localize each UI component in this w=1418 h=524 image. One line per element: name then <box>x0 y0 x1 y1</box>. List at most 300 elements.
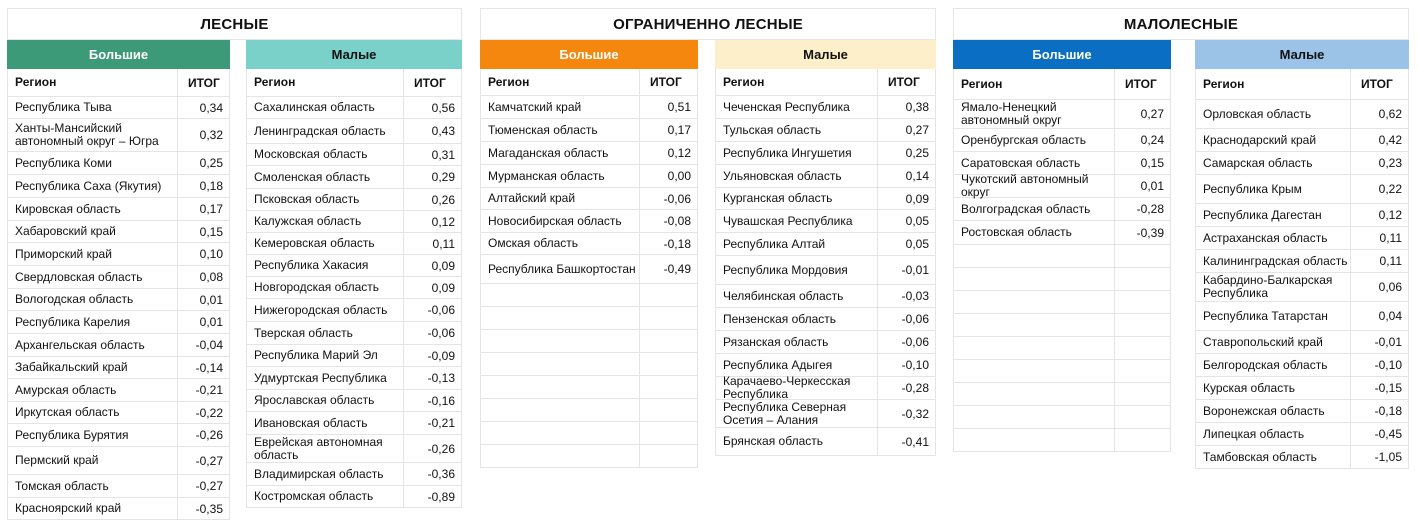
table-row <box>953 291 1171 314</box>
region-cell: Республика Алтай <box>715 233 878 255</box>
region-cell <box>953 337 1115 359</box>
region-cell: Астраханская область <box>1195 227 1351 249</box>
table-row <box>480 210 698 233</box>
panel-title: МАЛОЛЕСНЫЕ <box>953 8 1409 40</box>
total-cell <box>1115 360 1171 382</box>
region-cell <box>480 307 640 329</box>
total-cell <box>1115 383 1171 405</box>
table-row <box>953 172 1171 199</box>
region-cell: Орловская область <box>1195 100 1351 128</box>
table-row <box>246 367 462 390</box>
table-row <box>953 383 1171 406</box>
table-row <box>1195 250 1409 273</box>
table-row <box>1195 227 1409 250</box>
table-row <box>715 374 936 401</box>
region-cell: Республика Крым <box>1195 175 1351 203</box>
region-cell: Архангельская область <box>7 334 178 356</box>
region-cell: Ульяновская область <box>715 165 878 187</box>
region-cell: Псковская область <box>246 189 404 210</box>
total-cell: -0,15 <box>1351 377 1409 399</box>
total-cell: 0,09 <box>404 255 462 276</box>
total-cell <box>1115 337 1171 359</box>
total-cell: 0,15 <box>1115 152 1171 174</box>
region-cell: Кемеровская область <box>246 233 404 254</box>
column-header-region: Регион <box>480 69 640 95</box>
total-cell: 0,38 <box>878 96 936 118</box>
region-cell: Ивановская область <box>246 412 404 434</box>
total-cell: 0,05 <box>878 210 936 232</box>
region-cell: Республика Адыгея <box>715 354 878 376</box>
table-row <box>7 424 230 447</box>
table-row <box>715 210 936 233</box>
region-cell: Ямало-Ненецкий автономный округ <box>953 100 1115 128</box>
total-cell: 0,18 <box>178 175 230 197</box>
table-row <box>7 198 230 221</box>
total-cell: -0,01 <box>878 256 936 284</box>
table-row <box>953 337 1171 360</box>
total-cell: -0,14 <box>178 357 230 378</box>
region-cell <box>953 360 1115 382</box>
region-cell: Республика Дагестан <box>1195 204 1351 226</box>
region-cell: Хабаровский край <box>7 221 178 242</box>
total-cell: 0,01 <box>178 289 230 310</box>
table-row <box>953 360 1171 383</box>
total-cell <box>1115 268 1171 290</box>
region-cell: Волгоградская область <box>953 198 1115 220</box>
region-cell: Смоленская область <box>246 166 404 188</box>
table-row <box>715 428 936 456</box>
region-cell: Карачаево-Черкесская Республика <box>715 377 878 399</box>
table-row <box>246 166 462 189</box>
total-cell: -0,06 <box>404 299 462 321</box>
region-cell: Тульская область <box>715 119 878 141</box>
total-cell: -0,16 <box>404 390 462 411</box>
region-cell: Кировская область <box>7 198 178 220</box>
column-header-region: Регион <box>1195 69 1351 99</box>
total-cell: 0,26 <box>404 189 462 210</box>
total-cell: 0,32 <box>178 119 230 151</box>
table-row <box>7 498 230 520</box>
total-cell: -0,27 <box>178 447 230 474</box>
total-cell: 0,25 <box>178 152 230 174</box>
table-large <box>480 40 698 468</box>
table-row <box>1195 152 1409 175</box>
table-row <box>715 331 936 354</box>
total-cell: 0,11 <box>404 233 462 254</box>
total-cell: -0,03 <box>878 285 936 307</box>
table-row <box>7 289 230 311</box>
total-cell: -0,04 <box>178 334 230 356</box>
table-row <box>1195 446 1409 469</box>
table-row <box>1195 423 1409 446</box>
group-header: Малые <box>246 40 462 69</box>
table-row <box>246 233 462 255</box>
table-small <box>1195 40 1409 469</box>
total-cell: 0,01 <box>1115 175 1171 197</box>
total-cell: 0,11 <box>1351 250 1409 272</box>
table-row <box>953 406 1171 429</box>
table-row <box>953 100 1171 129</box>
total-cell: 0,17 <box>640 119 698 141</box>
table-row <box>246 345 462 367</box>
column-header-region: Регион <box>7 69 178 96</box>
table-row <box>953 221 1171 245</box>
column-header-row <box>480 69 698 96</box>
total-cell: 0,31 <box>404 144 462 165</box>
table-row <box>1195 354 1409 377</box>
region-cell <box>480 330 640 352</box>
region-cell: Чукотский автономный округ <box>953 175 1115 197</box>
region-cell: Оренбургская область <box>953 129 1115 151</box>
total-cell <box>1115 314 1171 336</box>
column-header-total: ИТОГ <box>178 69 230 96</box>
column-header-total: ИТОГ <box>404 69 462 96</box>
region-cell <box>480 353 640 375</box>
region-cell: Вологодская область <box>7 289 178 310</box>
panel-forest <box>7 8 462 516</box>
column-header-row <box>715 69 936 96</box>
group-header: Большие <box>480 40 698 69</box>
region-cell: Республика Ингушетия <box>715 142 878 164</box>
total-cell: -0,45 <box>1351 423 1409 445</box>
region-cell: Республика Бурятия <box>7 424 178 446</box>
table-row <box>715 308 936 331</box>
region-cell: Свердловская область <box>7 266 178 288</box>
table-row <box>953 268 1171 291</box>
table-row <box>715 256 936 285</box>
total-cell: 0,10 <box>178 243 230 265</box>
total-cell: 0,11 <box>1351 227 1409 249</box>
total-cell: -0,06 <box>878 308 936 330</box>
total-cell: 0,12 <box>640 142 698 164</box>
column-header-region: Регион <box>715 69 878 95</box>
region-cell: Магаданская область <box>480 142 640 164</box>
table-row <box>1195 331 1409 354</box>
table-row <box>1195 204 1409 227</box>
total-cell: 0,05 <box>878 233 936 255</box>
table-row <box>715 233 936 256</box>
table-row <box>246 322 462 345</box>
total-cell: 0,14 <box>878 165 936 187</box>
table-row <box>480 96 698 119</box>
table-row <box>1195 100 1409 129</box>
table-row <box>480 255 698 284</box>
table-row <box>7 243 230 266</box>
group-header: Большие <box>7 40 230 69</box>
total-cell <box>640 422 698 444</box>
group-header: Малые <box>1195 40 1409 69</box>
total-cell: 0,24 <box>1115 129 1171 151</box>
region-cell: Республика Мордовия <box>715 256 878 284</box>
total-cell: 0,27 <box>1115 100 1171 128</box>
total-cell: -0,35 <box>178 498 230 519</box>
table-small <box>246 40 462 508</box>
region-cell: Новосибирская область <box>480 210 640 232</box>
region-cell: Сахалинская область <box>246 97 404 118</box>
table-row <box>480 119 698 142</box>
total-cell <box>1115 291 1171 313</box>
table-row <box>480 142 698 165</box>
table-row <box>480 353 698 376</box>
table-row <box>7 357 230 379</box>
table-row <box>246 412 462 435</box>
table-row <box>246 486 462 508</box>
region-cell: Камчатский край <box>480 96 640 118</box>
total-cell <box>640 376 698 398</box>
region-cell: Республика Северная Осетия – Алания <box>715 400 878 427</box>
column-header-row <box>1195 69 1409 100</box>
table-row <box>246 144 462 166</box>
total-cell: 0,29 <box>404 166 462 188</box>
region-cell: Курганская область <box>715 188 878 209</box>
total-cell: -0,09 <box>404 345 462 366</box>
table-row <box>480 233 698 255</box>
region-cell: Брянская область <box>715 428 878 455</box>
region-cell: Томская область <box>7 475 178 497</box>
region-cell <box>480 376 640 398</box>
total-cell: -0,08 <box>640 210 698 232</box>
group-header: Большие <box>953 40 1171 69</box>
region-cell: Московская область <box>246 144 404 165</box>
region-cell: Курская область <box>1195 377 1351 399</box>
total-cell: -0,18 <box>640 233 698 254</box>
total-cell: 0,42 <box>1351 129 1409 151</box>
table-row <box>7 175 230 198</box>
region-cell: Белгородская область <box>1195 354 1351 376</box>
panel-low-forest <box>953 8 1409 464</box>
total-cell: 0,27 <box>878 119 936 141</box>
total-cell: -0,01 <box>1351 331 1409 353</box>
region-cell <box>480 399 640 421</box>
region-cell <box>953 314 1115 336</box>
table-row <box>1195 175 1409 204</box>
table-row <box>246 255 462 277</box>
region-cell: Костромская область <box>246 486 404 507</box>
table-row <box>480 399 698 422</box>
region-cell: Тамбовская область <box>1195 446 1351 468</box>
table-row <box>953 314 1171 337</box>
column-header-region: Регион <box>246 69 404 96</box>
region-cell: Приморский край <box>7 243 178 265</box>
table-row <box>480 284 698 307</box>
table-large <box>953 40 1171 452</box>
table-row <box>7 152 230 175</box>
total-cell <box>640 330 698 352</box>
region-cell: Кабардино-Балкарская Республика <box>1195 273 1351 301</box>
total-cell: -0,22 <box>178 402 230 423</box>
region-cell: Тюменская область <box>480 119 640 141</box>
total-cell: -0,06 <box>878 331 936 353</box>
column-header-region: Регион <box>953 69 1115 99</box>
region-cell: Краснодарский край <box>1195 129 1351 151</box>
total-cell: -0,49 <box>640 255 698 283</box>
total-cell: 0,34 <box>178 97 230 118</box>
total-cell: 0,12 <box>1351 204 1409 226</box>
table-row <box>715 400 936 428</box>
region-cell <box>953 268 1115 290</box>
total-cell <box>1115 245 1171 267</box>
region-cell: Красноярский край <box>7 498 178 519</box>
total-cell: -0,41 <box>878 428 936 455</box>
table-row <box>7 402 230 424</box>
table-row <box>953 129 1171 152</box>
region-cell: Республика Хакасия <box>246 255 404 276</box>
region-cell: Чеченская Республика <box>715 96 878 118</box>
table-row <box>7 475 230 498</box>
table-row <box>246 97 462 119</box>
region-cell: Омская область <box>480 233 640 254</box>
total-cell: 0,09 <box>404 277 462 298</box>
table-row <box>480 307 698 330</box>
group-header: Малые <box>715 40 936 69</box>
total-cell: 0,08 <box>178 266 230 288</box>
column-header-total: ИТОГ <box>1351 69 1409 99</box>
region-cell: Рязанская область <box>715 331 878 353</box>
total-cell: 0,15 <box>178 221 230 242</box>
table-row <box>480 188 698 210</box>
region-cell <box>480 422 640 444</box>
table-row <box>7 379 230 402</box>
region-cell: Липецкая область <box>1195 423 1351 445</box>
region-cell: Удмуртская Республика <box>246 367 404 389</box>
total-cell: -0,32 <box>878 400 936 427</box>
table-row <box>246 119 462 144</box>
region-cell: Владимирская область <box>246 463 404 485</box>
total-cell: 0,09 <box>878 188 936 209</box>
table-row <box>246 435 462 463</box>
region-cell: Воронежская область <box>1195 400 1351 422</box>
region-cell: Саратовская область <box>953 152 1115 174</box>
table-small <box>715 40 936 456</box>
total-cell: 0,04 <box>1351 302 1409 330</box>
region-cell: Нижегородская область <box>246 299 404 321</box>
table-row <box>715 165 936 188</box>
region-cell <box>953 291 1115 313</box>
total-cell: 0,23 <box>1351 152 1409 174</box>
region-cell: Республика Башкортостан <box>480 255 640 283</box>
region-cell: Республика Тыва <box>7 97 178 118</box>
table-row <box>246 211 462 233</box>
region-cell: Пермский край <box>7 447 178 474</box>
table-row <box>1195 302 1409 331</box>
total-cell <box>640 399 698 421</box>
region-cell: Пензенская область <box>715 308 878 330</box>
table-row <box>1195 400 1409 423</box>
total-cell: -0,39 <box>1115 221 1171 244</box>
table-row <box>480 330 698 353</box>
total-cell: 0,06 <box>1351 273 1409 301</box>
region-cell: Новгородская область <box>246 277 404 298</box>
region-cell: Иркутская область <box>7 402 178 423</box>
total-cell: -0,26 <box>178 424 230 446</box>
region-cell: Тверская область <box>246 322 404 344</box>
table-row <box>1195 273 1409 302</box>
region-cell <box>480 284 640 306</box>
table-row <box>480 445 698 468</box>
total-cell: -0,26 <box>404 435 462 462</box>
total-cell: -0,89 <box>404 486 462 507</box>
region-cell: Чувашская Республика <box>715 210 878 232</box>
total-cell: -0,21 <box>404 412 462 434</box>
table-row <box>7 447 230 475</box>
region-cell <box>953 245 1115 267</box>
table-row <box>1195 377 1409 400</box>
region-cell: Республика Карелия <box>7 311 178 333</box>
region-cell: Ханты-Мансийский автономный округ – Югра <box>7 119 178 151</box>
table-row <box>1195 129 1409 152</box>
panel-limited-forest <box>480 8 936 449</box>
total-cell: -0,10 <box>878 354 936 376</box>
table-row <box>7 311 230 334</box>
total-cell <box>640 307 698 329</box>
total-cell: 0,12 <box>404 211 462 232</box>
total-cell: -0,18 <box>1351 400 1409 422</box>
total-cell: -1,05 <box>1351 446 1409 468</box>
region-cell: Алтайский край <box>480 188 640 209</box>
total-cell: 0,25 <box>878 142 936 164</box>
region-cell: Ярославская область <box>246 390 404 411</box>
table-row <box>715 188 936 210</box>
table-row <box>953 198 1171 221</box>
region-cell: Челябинская область <box>715 285 878 307</box>
region-cell: Амурская область <box>7 379 178 401</box>
total-cell <box>1115 406 1171 428</box>
total-cell: 0,17 <box>178 198 230 220</box>
region-cell: Республика Коми <box>7 152 178 174</box>
region-cell: Самарская область <box>1195 152 1351 174</box>
region-cell: Забайкальский край <box>7 357 178 378</box>
column-header-total: ИТОГ <box>878 69 936 95</box>
table-row <box>7 266 230 289</box>
total-cell: 0,22 <box>1351 175 1409 203</box>
table-row <box>7 221 230 243</box>
total-cell: -0,28 <box>878 377 936 399</box>
column-header-total: ИТОГ <box>1115 69 1171 99</box>
total-cell: 0,62 <box>1351 100 1409 128</box>
column-header-row <box>953 69 1171 100</box>
table-row <box>480 376 698 399</box>
table-large <box>7 40 230 520</box>
table-row <box>246 299 462 322</box>
table-row <box>7 119 230 152</box>
table-row <box>7 97 230 119</box>
region-cell <box>953 383 1115 405</box>
table-row <box>953 429 1171 452</box>
total-cell: -0,36 <box>404 463 462 485</box>
table-row <box>246 390 462 412</box>
total-cell: 0,51 <box>640 96 698 118</box>
total-cell: 0,01 <box>178 311 230 333</box>
table-row <box>480 422 698 445</box>
region-cell: Ленинградская область <box>246 119 404 143</box>
total-cell: -0,27 <box>178 475 230 497</box>
region-cell: Ставропольский край <box>1195 331 1351 353</box>
region-cell: Калининградская область <box>1195 250 1351 272</box>
region-cell: Республика Татарстан <box>1195 302 1351 330</box>
table-row <box>480 165 698 188</box>
total-cell: -0,06 <box>640 188 698 209</box>
region-cell <box>480 445 640 467</box>
total-cell: -0,10 <box>1351 354 1409 376</box>
table-row <box>715 285 936 308</box>
table-row <box>246 277 462 299</box>
total-cell: 0,00 <box>640 165 698 187</box>
table-row <box>7 334 230 357</box>
total-cell: 0,56 <box>404 97 462 118</box>
table-row <box>246 463 462 486</box>
table-row <box>715 119 936 142</box>
total-cell: -0,06 <box>404 322 462 344</box>
